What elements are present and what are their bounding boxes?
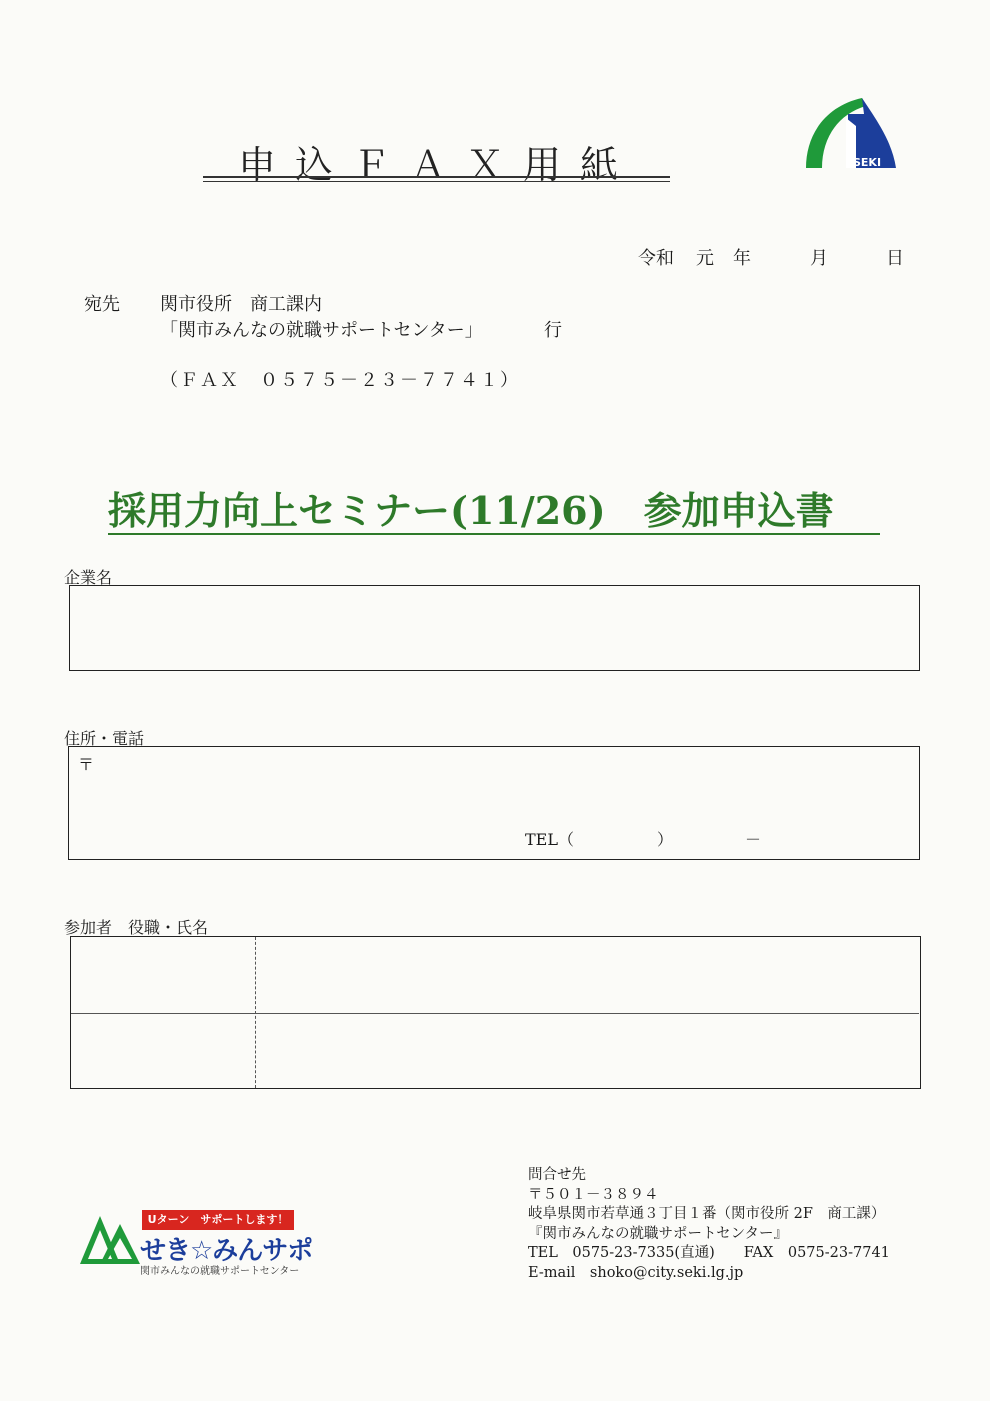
u-turn-support-banner: Uターン サポートします！ (142, 1210, 294, 1230)
company-name-field[interactable] (69, 585, 920, 671)
participant-2-position-cell[interactable] (71, 1014, 255, 1088)
recipient-label: 宛先 (84, 294, 120, 315)
address-phone-field[interactable] (68, 746, 920, 860)
address-phone-label: 住所・電話 (64, 729, 145, 748)
seki-logo-text: SEKI (853, 156, 882, 169)
inquiry-postal: 〒５０１－３８９４ (528, 1186, 659, 1203)
date-year: 元 (696, 248, 714, 269)
inquiry-address: 岐阜県関市若草通３丁目１番（関市役所 2F 商工課） (528, 1206, 886, 1222)
seminar-application-title: 採用力向上セミナー(11/26) 参加申込書 (108, 488, 834, 533)
seki-city-logo-icon (800, 96, 900, 176)
inquiry-org: 『関市みんなの就職サポートセンター』 (528, 1225, 788, 1242)
participant-2-name-cell[interactable] (257, 1014, 919, 1088)
recipient-suffix: 行 (544, 320, 562, 341)
inquiry-tel-fax: TEL 0575-23-7335(直通) FAX 0575-23-7741 (528, 1245, 890, 1261)
date-era: 令和 (638, 248, 674, 269)
sekiminsapo-mountain-icon (78, 1212, 144, 1266)
seminar-title-underline (108, 533, 880, 535)
postal-mark: 〒 (78, 755, 95, 774)
date-day-unit: 日 (886, 248, 904, 269)
tel-paren-close: ） (657, 830, 674, 849)
title-underline (203, 176, 670, 178)
inquiry-heading: 問合せ先 (528, 1167, 586, 1183)
recipient-fax: （ＦＡＸ ０５７５－２３－７７４１） (160, 370, 520, 391)
participants-table (70, 936, 921, 1089)
date-month-unit: 月 (810, 248, 828, 269)
participant-1-position-cell[interactable] (71, 937, 255, 1013)
inquiry-email: E-mail shoko@city.seki.lg.jp (528, 1264, 744, 1281)
title-underline-thin (203, 181, 670, 182)
company-name-label: 企業名 (64, 568, 113, 587)
sekiminsapo-subtitle: 関市みんなの就職サポートセンター (140, 1266, 300, 1277)
sekiminsapo-brand: せき☆みんサポ (140, 1236, 313, 1266)
date-year-unit: 年 (733, 248, 751, 269)
participants-label: 参加者 役職・氏名 (64, 918, 209, 937)
participant-1-name-cell[interactable] (257, 937, 919, 1013)
tel-dash: － (745, 830, 762, 849)
recipient-line2: 「関市みんなの就職サポートセンター」 (160, 320, 483, 341)
inquiry-contact-block (528, 1166, 890, 1283)
fax-form-title: 申込ＦＡＸ用紙 (237, 143, 637, 187)
tel-label: TEL（ (525, 830, 574, 849)
recipient-line1: 関市役所 商工課内 (160, 294, 322, 315)
